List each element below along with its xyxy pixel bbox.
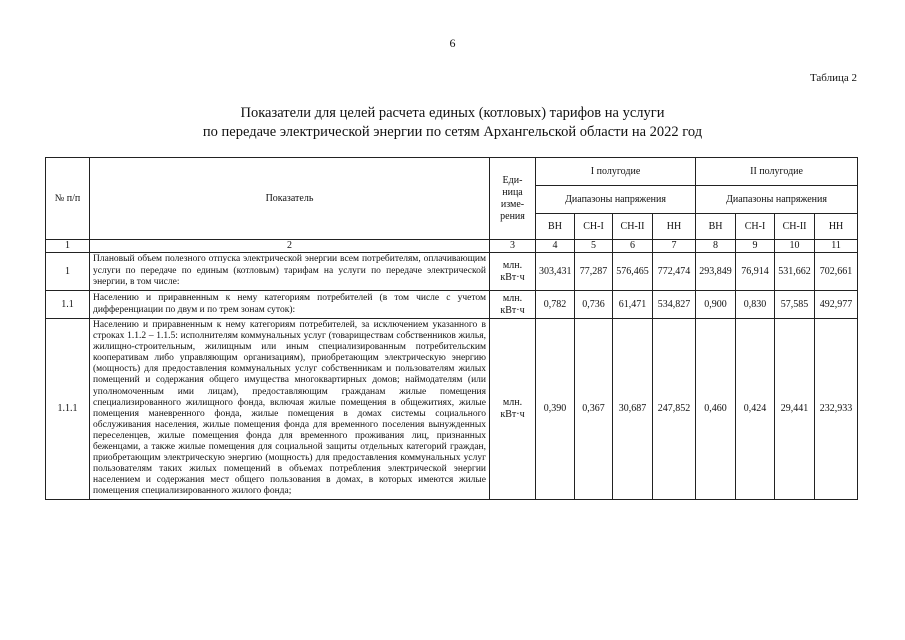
value-cell: 76,914 [736, 253, 775, 291]
title-line-1: Показатели для целей расчета единых (котловых) тарифов на услуги [240, 105, 665, 121]
value-cell: 61,471 [613, 291, 653, 319]
value-cell: 531,662 [775, 253, 815, 291]
header-level-nn-2: НН [815, 214, 858, 240]
unit-cell: млн. кВт·ч [490, 319, 536, 500]
indicator-text: Плановый объем полезного отпуска электрической энергии всем потребителям, оплачивающим услуги по передаче по единым (котловым) тарифам на услуги по передаче электрической энергии, в том числе: [90, 253, 490, 291]
table-row [46, 291, 858, 319]
col-number: 2 [90, 240, 490, 253]
unit-cell: млн. кВт·ч [490, 291, 536, 319]
col-number: 7 [653, 240, 696, 253]
column-number-row [46, 240, 858, 253]
value-cell: 534,827 [653, 291, 696, 319]
header-unit: Еди-ница изме-рения [490, 158, 536, 240]
value-cell: 247,852 [653, 319, 696, 500]
value-cell: 232,933 [815, 319, 858, 500]
value-cell: 576,465 [613, 253, 653, 291]
col-number: 9 [736, 240, 775, 253]
header-ranges-1: Диапазоны напряжения [536, 186, 696, 214]
header-level-vn-2: ВН [696, 214, 736, 240]
col-number: 5 [575, 240, 613, 253]
table-label: Таблица 2 [809, 72, 857, 84]
value-cell: 303,431 [536, 253, 575, 291]
document-title [0, 104, 905, 142]
value-cell: 702,661 [815, 253, 858, 291]
value-cell: 29,441 [775, 319, 815, 500]
value-cell: 77,287 [575, 253, 613, 291]
title-line-2: по передаче электрической энергии по сетям Архангельской области на 2022 год [202, 124, 703, 140]
header-half-1: I полугодие [536, 158, 696, 186]
header-level-sn1-1: СН-I [575, 214, 613, 240]
col-number: 3 [490, 240, 536, 253]
header-level-sn2-1: СН-II [613, 214, 653, 240]
header-half-2: II полугодие [696, 158, 858, 186]
header-level-sn1-2: СН-I [736, 214, 775, 240]
value-cell: 30,687 [613, 319, 653, 500]
row-number: 1.1 [46, 291, 90, 319]
value-cell: 0,424 [736, 319, 775, 500]
page-number: 6 [449, 36, 456, 50]
table-row [46, 253, 858, 291]
value-cell: 0,782 [536, 291, 575, 319]
col-number: 11 [815, 240, 858, 253]
row-number: 1 [46, 253, 90, 291]
header-num: № п/п [46, 158, 90, 240]
table-row [46, 319, 858, 500]
col-number: 4 [536, 240, 575, 253]
value-cell: 0,736 [575, 291, 613, 319]
value-cell: 0,900 [696, 291, 736, 319]
indicator-text: Населению и приравненным к нему категориям потребителей (в том числе с учетом дифференциации по двум и по трем зонам суток): [90, 291, 490, 319]
value-cell: 492,977 [815, 291, 858, 319]
value-cell: 57,585 [775, 291, 815, 319]
value-cell: 293,849 [696, 253, 736, 291]
row-number: 1.1.1 [46, 319, 90, 500]
value-cell: 772,474 [653, 253, 696, 291]
col-number: 1 [46, 240, 90, 253]
value-cell: 0,390 [536, 319, 575, 500]
col-number: 6 [613, 240, 653, 253]
value-cell: 0,367 [575, 319, 613, 500]
header-level-nn-1: НН [653, 214, 696, 240]
col-number: 8 [696, 240, 736, 253]
unit-cell: млн. кВт·ч [490, 253, 536, 291]
indicator-text: Населению и приравненным к нему категориям потребителей, за исключением указанного в строках 1.1.2 – 1.1.5: исполнителям коммунальных услуг (товариществам собственников жилья, жилищно-строительным, жилищным или иным специализированным потребительским кооперативам либо управляющим организациям), приобретающим электрическую энергию (мощность) для предоставления коммунальных услуг собственникам и пользователям жилых помещений и содержания общего имущества многоквартирных домов; наймодателям (или уполномоченным ими лицам), предоставляющим гражданам жилые помещения специализированного жилищного фонда, включая жилые помещения в общежитиях, жилые помещения маневренного фонда, жилые помещения в домах системы социального обслуживания населения, жилые помещения фонда для временного поселения вынужденных переселенцев, жилые помещения фонда для временного проживания лиц, признанных беженцами, а также жилые помещения для социальной защиты отдельных категорий граждан, приобретающим электрическую энергию (мощность) для предоставления коммунальных услуг пользователям таких жилых помещений в объемах потребления электрической энергии населением и содержания мест общего пользования в домах, в которых имеются жилые помещения специализированного жилого фонда; [90, 319, 490, 500]
value-cell: 0,460 [696, 319, 736, 500]
tariff-indicators-table [45, 157, 858, 500]
value-cell: 0,830 [736, 291, 775, 319]
header-level-sn2-2: СН-II [775, 214, 815, 240]
col-number: 10 [775, 240, 815, 253]
header-ranges-2: Диапазоны напряжения [696, 186, 858, 214]
header-indicator: Показатель [90, 158, 490, 240]
header-level-vn-1: ВН [536, 214, 575, 240]
